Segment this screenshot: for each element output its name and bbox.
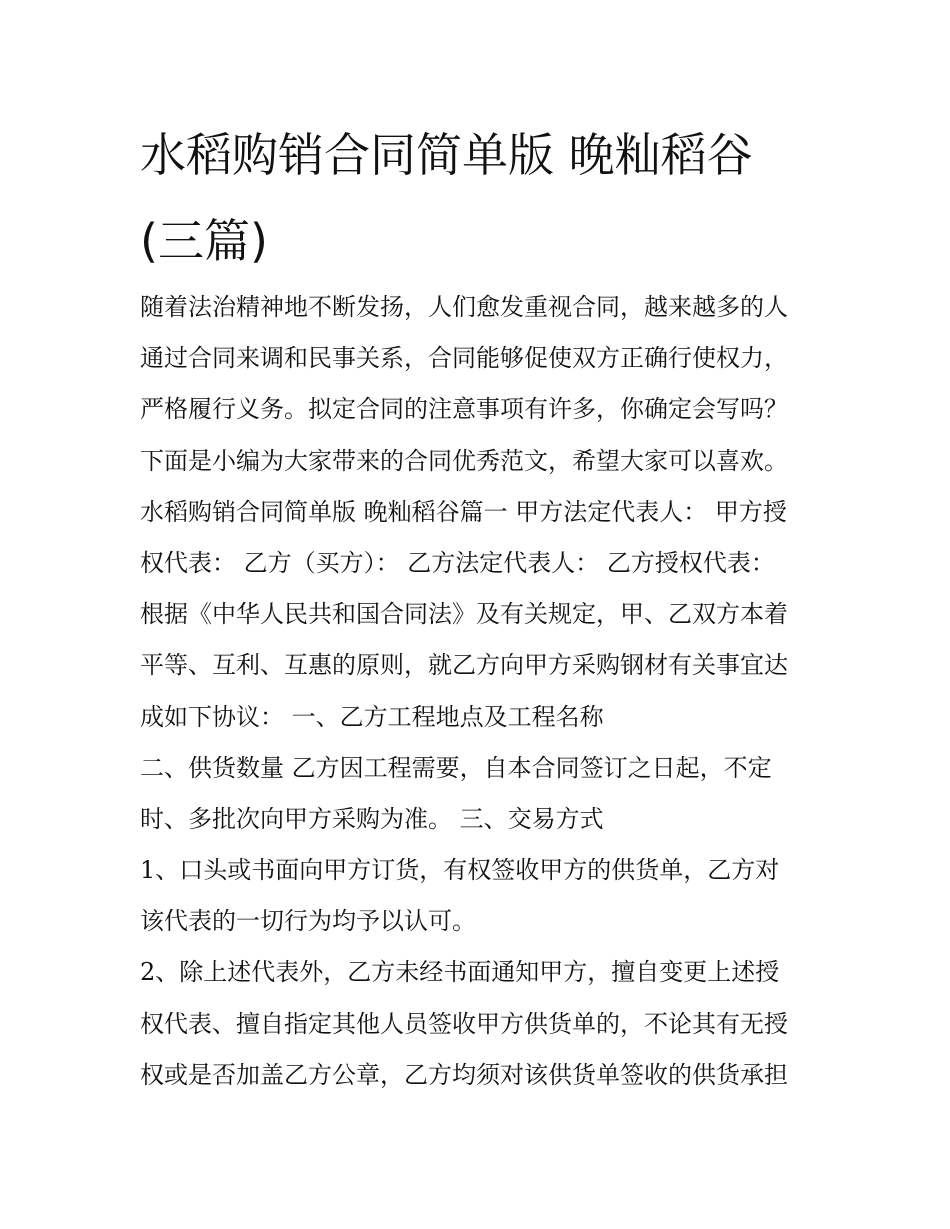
body-line: 平等、互利、互惠的原则，就乙方向甲方采购钢材有关事宜达: [140, 651, 788, 680]
body-line: 时、多批次向甲方采购为准。 三、交易方式: [140, 804, 604, 833]
body-line: 权代表： 乙方（买方）： 乙方法定代表人： 乙方授权代表：: [140, 548, 775, 577]
document-body: [140, 282, 830, 1101]
document-title: 水稻购销合同简单版 晚籼稻谷 (三篇): [140, 128, 753, 268]
body-line: 1、口头或书面向甲方订货，有权签收甲方的供货单，乙方对: [140, 856, 780, 885]
body-line: 该代表的一切行为均予以认可。: [140, 907, 476, 936]
body-line: 通过合同来调和民事关系，合同能够促使双方正确行使权力，: [140, 344, 788, 373]
body-line: 下面是小编为大家带来的合同优秀范文，希望大家可以喜欢。: [140, 446, 788, 475]
body-line: 权代表、擅自指定其他人员签收甲方供货单的，不论其有无授: [140, 1009, 788, 1038]
body-line: 水稻购销合同简单版 晚籼稻谷篇一 甲方法定代表人： 甲方授: [140, 497, 787, 526]
body-line: 根据《中华人民共和国合同法》及有关规定，甲、乙双方本着: [140, 600, 788, 629]
body-line: 随着法治精神地不断发扬，人们愈发重视合同，越来越多的人: [140, 293, 788, 321]
body-line: 严格履行义务。拟定合同的注意事项有许多，你确定会写吗？: [140, 395, 788, 424]
body-line: 成如下协议： 一、乙方工程地点及工程名称: [140, 702, 604, 731]
body-line: 二、供货数量 乙方因工程需要，自本合同签订之日起，不定: [140, 753, 772, 782]
body-line: 权或是否加盖乙方公章，乙方均须对该供货单签收的供货承担: [140, 1060, 788, 1089]
body-line: 2、除上述代表外，乙方未经书面通知甲方，擅自变更上述授: [140, 958, 780, 987]
